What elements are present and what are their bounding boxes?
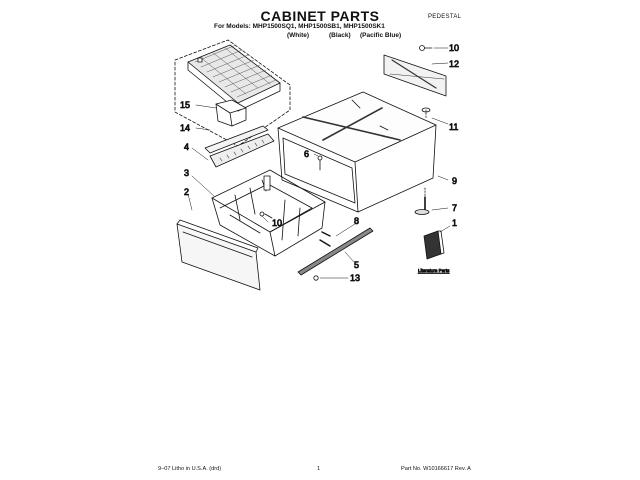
footer-part-number: Part No. W10166617 Rev. A xyxy=(401,466,471,472)
callout-12: 12 xyxy=(449,59,460,69)
slide-rail xyxy=(298,228,373,275)
screw-10-basket xyxy=(260,212,272,218)
callout-15: 15 xyxy=(180,100,191,110)
literature-parts-label: Literature Parts xyxy=(418,268,450,273)
callout-13: 13 xyxy=(350,273,361,283)
callout-10: 10 xyxy=(449,43,460,53)
color-white: (White) xyxy=(287,32,310,39)
callout-7: 7 xyxy=(452,203,458,213)
callout-8: 8 xyxy=(354,216,360,226)
callout-4: 4 xyxy=(184,142,190,152)
callout-11: 11 xyxy=(449,122,459,132)
color-pacific-blue: (Pacific Blue) xyxy=(360,32,402,39)
cabinet-box xyxy=(278,92,436,212)
callout-2: 2 xyxy=(184,187,190,197)
page-title: CABINET PARTS xyxy=(260,8,380,24)
color-black: (Black) xyxy=(329,32,351,39)
pin-8 xyxy=(320,232,330,246)
callout-14: 14 xyxy=(180,123,191,133)
footer-page-number: 1 xyxy=(317,466,321,472)
callout-5: 5 xyxy=(354,260,360,270)
screw-11 xyxy=(422,108,430,118)
screw-13 xyxy=(314,276,318,280)
product-category: PEDESTAL xyxy=(428,14,462,20)
callout-1: 1 xyxy=(452,218,458,228)
small-basket xyxy=(216,100,246,126)
models-line: For Models: MHP1500SQ1, MHP1500SB1, MHP1500SK1 xyxy=(214,23,385,30)
leveling-foot xyxy=(415,188,429,215)
callout-10-basket: 10 xyxy=(272,218,283,228)
back-panel xyxy=(384,55,446,96)
front-panel xyxy=(177,220,260,290)
callout-6: 6 xyxy=(304,149,310,159)
callout-9: 9 xyxy=(452,176,458,186)
callout-3: 3 xyxy=(184,168,190,178)
screw-10-top xyxy=(420,46,433,51)
screw-6 xyxy=(318,156,322,170)
literature-booklet xyxy=(424,231,444,259)
footer-printed: 9–07 Litho in U.S.A. (drd) xyxy=(158,466,222,472)
